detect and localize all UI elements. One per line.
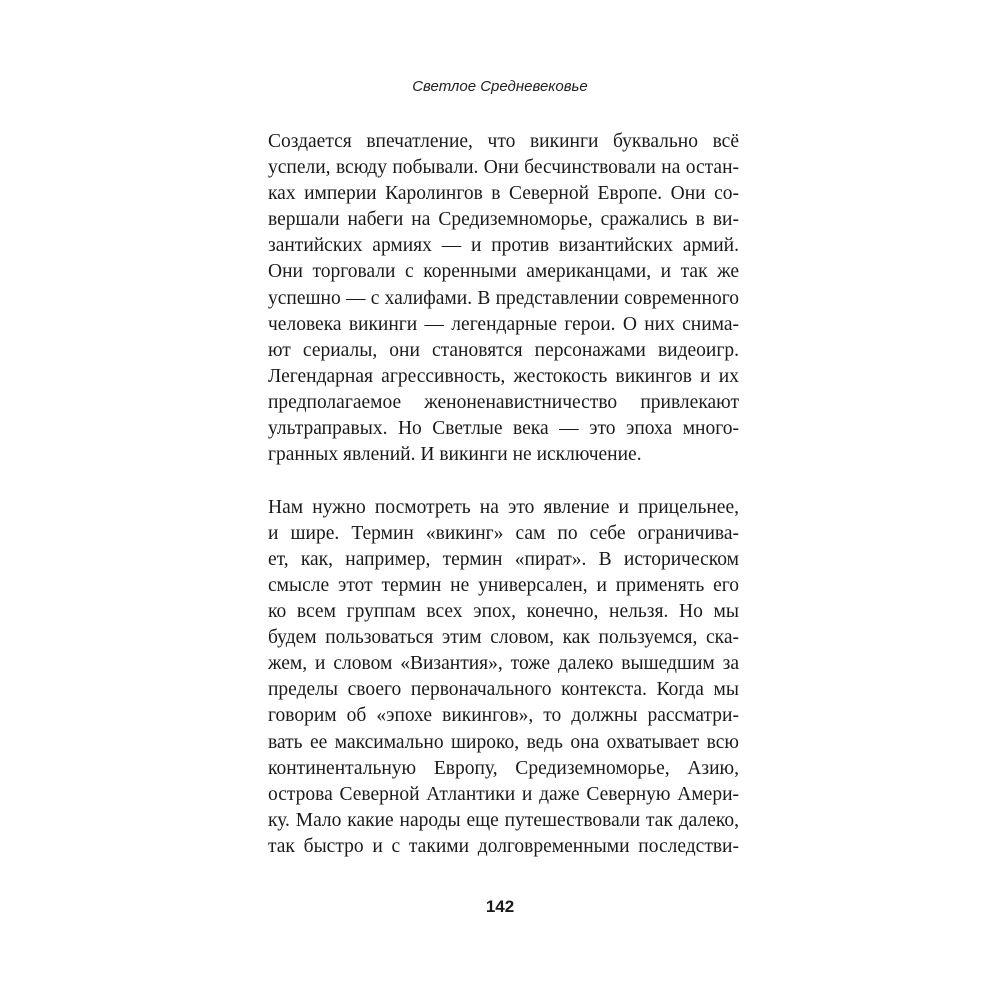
text-line: ют сериалы, они становятся персонажами видеоигр. (268, 339, 739, 361)
text-line: ет, как, например, термин «пират». В историческом (268, 548, 739, 570)
text-line: гранных явлений. И викинги не исключение. (268, 444, 642, 466)
page-number: 142 (485, 897, 515, 916)
text-line: вершали набеги на Средиземноморье, сражались в ви- (268, 209, 739, 231)
text-line: и шире. Термин «викинг» сам по себе ограничива- (268, 522, 739, 544)
running-head: Светлое Средневековье (412, 78, 588, 95)
text-line: вать ее максимально широко, ведь она охватывает всю (268, 731, 739, 753)
text-line: будем пользоваться этим словом, как пользуемся, ска- (268, 627, 739, 649)
body-text (268, 129, 739, 860)
text-line: говорим об «эпохе викингов», то должны рассматри- (268, 705, 739, 727)
text-line: жем, и словом «Византия», тоже далеко вышедшим за (268, 653, 739, 675)
text-line: так быстро и с такими долговременными последстви- (268, 835, 739, 857)
text-line: смысле этот термин не универсален, и применять его (268, 575, 739, 596)
text-line: Легендарная агрессивность, жестокость викингов и их (268, 365, 739, 387)
text-line: предполагаемое женоненавистничество привлекают (268, 391, 739, 413)
text-line: континентальную Европу, Средиземноморье, Азию, (268, 757, 739, 779)
paragraph-1 (268, 129, 739, 468)
text-line: успели, всюду побывали. Они бесчинствовали на остан- (268, 157, 739, 179)
text-line: ко всем группам всех эпох, конечно, нельзя. Но мы (268, 601, 739, 623)
text-line: Создается впечатление, что викинги буквально всё (268, 131, 739, 152)
text-line: пределы своего первоначального контекста. Когда мы (268, 679, 739, 701)
text-line: зантийских армиях — и против византийских армий. (268, 235, 739, 257)
text-line: Они торговали с коренными американцами, и так же (268, 261, 739, 283)
text-line: ках империи Каролингов в Северной Европе. Они со- (268, 183, 739, 205)
paragraph-2 (268, 495, 739, 860)
text-line: ультраправых. Но Светлые века — это эпоха много- (268, 418, 739, 440)
text-line: успешно — с халифами. В представлении современного (268, 287, 739, 309)
text-line: ку. Мало какие народы еще путешествовали так далеко, (268, 809, 739, 831)
text-line: острова Северной Атлантики и даже Северную Амери- (268, 783, 739, 805)
text-line: Нам нужно посмотреть на это явление и прицельнее, (268, 496, 739, 518)
text-line: человека викинги — легендарные герои. О них снима- (268, 313, 739, 335)
paragraph-gap (268, 468, 739, 495)
